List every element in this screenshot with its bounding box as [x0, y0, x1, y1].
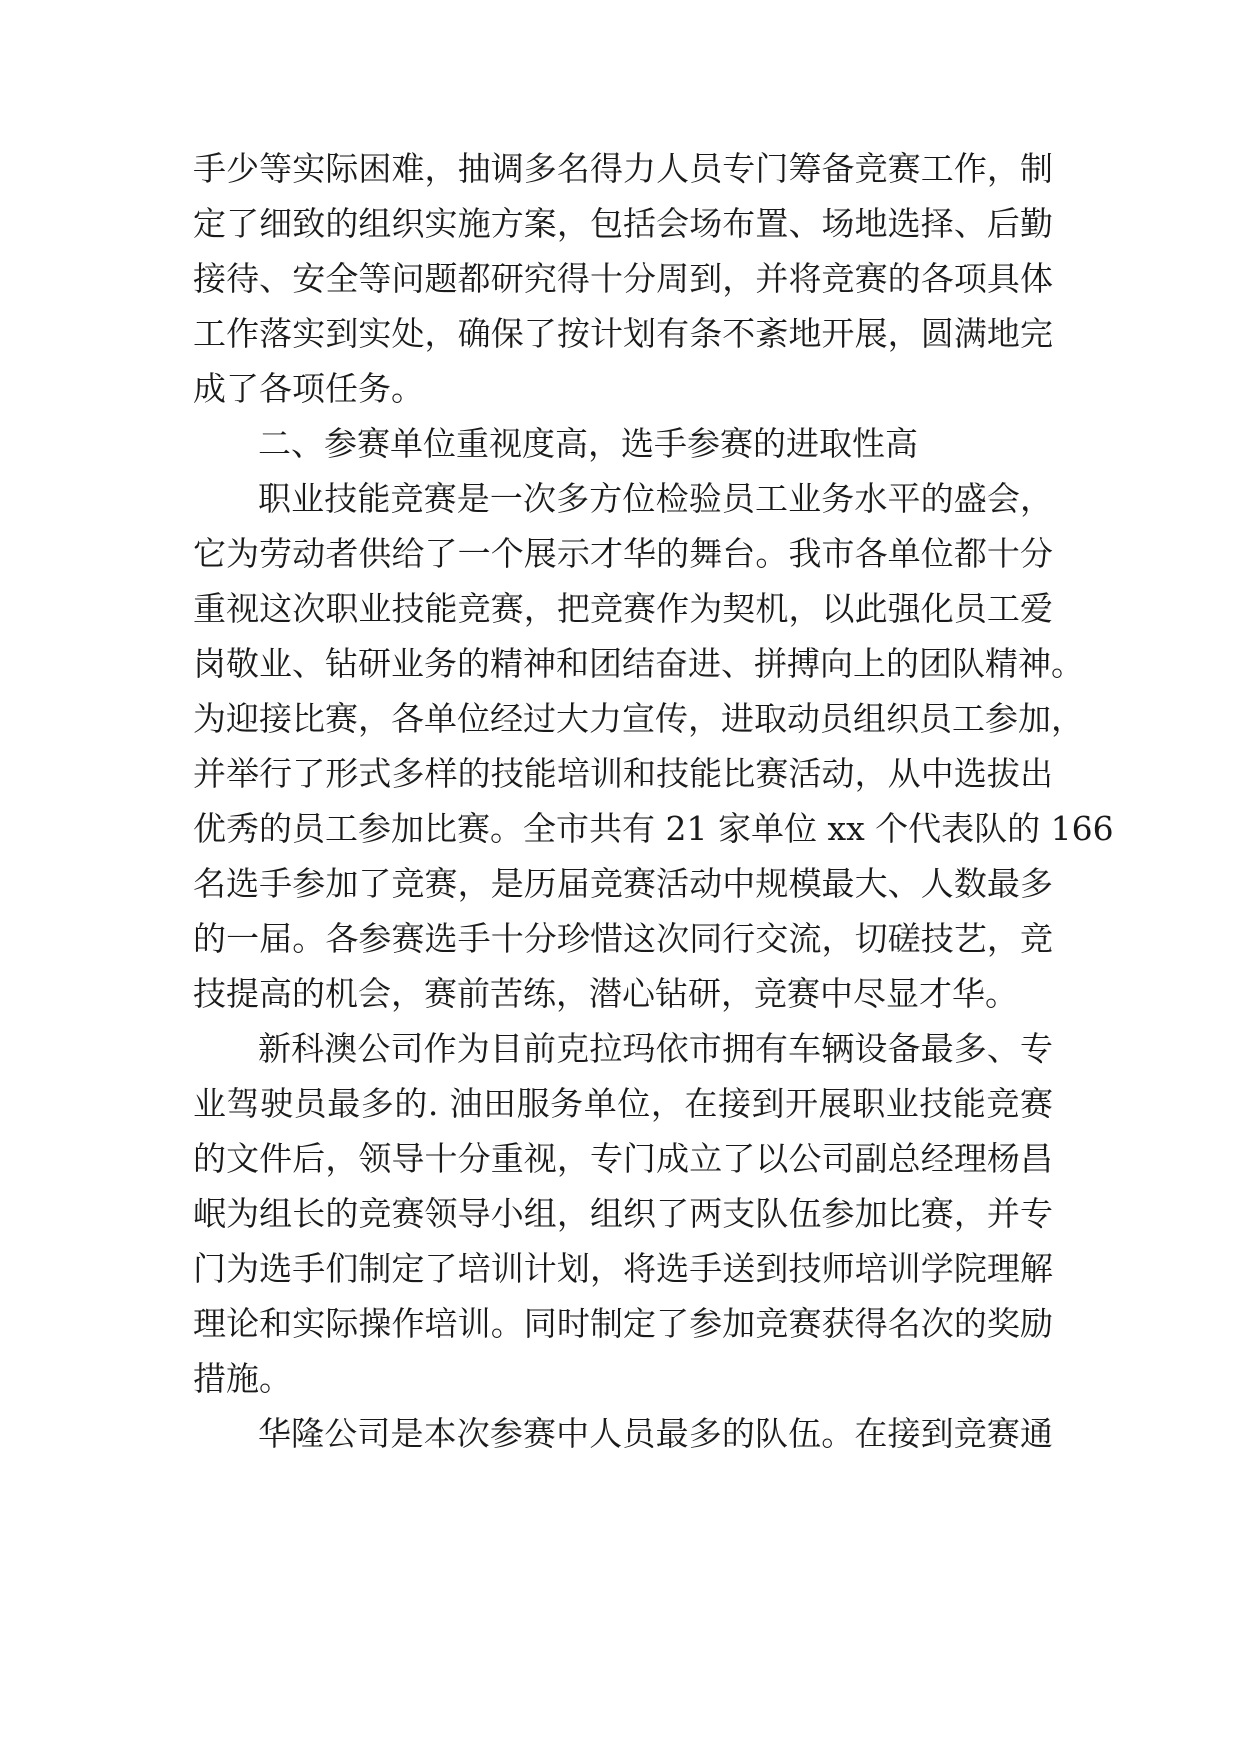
text-line: 新科澳公司作为目前克拉玛依市拥有车辆设备最多、专 — [258, 1029, 1053, 1068]
text-line: 并举行了形式多样的技能培训和技能比赛活动，从中选拔出 — [193, 754, 1053, 793]
text-line: 手少等实际困难，抽调多名得力人员专门筹备竞赛工作，制 — [193, 149, 1053, 188]
text-line: 名选手参加了竞赛，是历届竞赛活动中规模最大、人数最多 — [193, 864, 1053, 903]
text-line: 工作落实到实处，确保了按计划有条不紊地开展，圆满地完 — [193, 314, 1053, 353]
text-line: 它为劳动者供给了一个展示才华的舞台。我市各单位都十分 — [193, 534, 1053, 573]
text-line: 职业技能竞赛是一次多方位检验员工业务水平的盛会， — [258, 479, 1053, 518]
text-line: 的一届。各参赛选手十分珍惜这次同行交流，切磋技艺，竞 — [193, 919, 1053, 958]
section-heading: 二、参赛单位重视度高，选手参赛的进取性高 — [258, 424, 918, 463]
text-line: 优秀的员工参加比赛。全市共有 21 家单位 xx 个代表队的 166 — [193, 809, 1114, 848]
text-line: 的文件后，领导十分重视，专门成立了以公司副总经理杨昌 — [193, 1139, 1053, 1178]
text-line: 成了各项任务。 — [193, 369, 424, 408]
text-line: 措施。 — [193, 1359, 292, 1398]
text-line: 接待、安全等问题都研究得十分周到，并将竞赛的各项具体 — [193, 259, 1053, 298]
text-line: 定了细致的组织实施方案，包括会场布置、场地选择、后勤 — [193, 204, 1053, 243]
text-line: 业驾驶员最多的. 油田服务单位，在接到开展职业技能竞赛 — [193, 1084, 1053, 1123]
text-line: 为迎接比赛，各单位经过大力宣传，进取动员组织员工参加， — [193, 699, 1084, 738]
text-line: 岗敬业、钻研业务的精神和团结奋进、拼搏向上的团队精神。 — [193, 644, 1084, 683]
text-line: 华隆公司是本次参赛中人员最多的队伍。在接到竞赛通 — [258, 1414, 1053, 1453]
text-line: 技提高的机会，赛前苦练，潜心钻研，竞赛中尽显才华。 — [193, 974, 1018, 1013]
text-line: 重视这次职业技能竞赛，把竞赛作为契机，以此强化员工爱 — [193, 589, 1053, 628]
text-line: 岷为组长的竞赛领导小组，组织了两支队伍参加比赛，并专 — [193, 1194, 1053, 1233]
text-line: 门为选手们制定了培训计划，将选手送到技师培训学院理解 — [193, 1249, 1053, 1288]
text-line: 理论和实际操作培训。同时制定了参加竞赛获得名次的奖励 — [193, 1304, 1053, 1343]
